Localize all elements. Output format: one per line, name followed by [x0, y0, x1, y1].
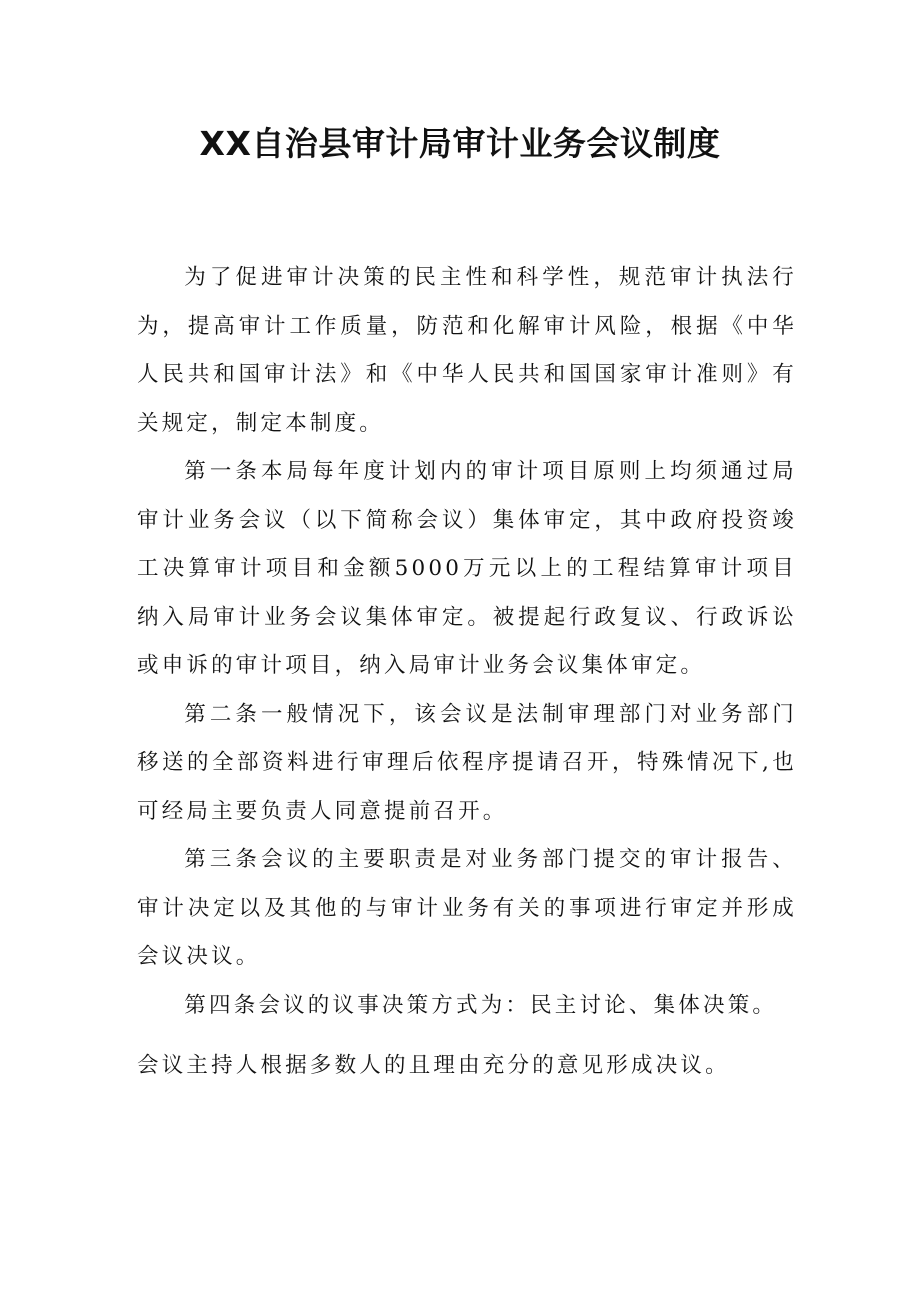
article-3-paragraph: 第三条会议的主要职责是对业务部门提交的审计报告、审计决定以及其他的与审计业务有关的事项进行审定并形成会议决议。 — [137, 847, 797, 969]
article-4-paragraph: 第四条会议的议事决策方式为：民主讨论、集体决策。 — [184, 992, 778, 1018]
document-body — [137, 254, 797, 1091]
document-title: XX自治县审计局审计业务会议制度 — [199, 124, 721, 163]
article-1-paragraph: 第一条本局每年度计划内的审计项目原则上均须通过局审计业务会议（以下简称会议）集体审定，其中政府投资竣工决算审计项目和金额5000万元以上的工程结算审计项目纳入局审计业务会议集体审定。被提起行政复议、行政诉讼或申诉的审计项目，纳入局审计业务会议集体审定。 — [137, 459, 797, 678]
article-2-paragraph: 第二条一般情况下，该会议是法制审理部门对业务部门移送的全部资料进行审理后依程序提请召开，特殊情况下,也可经局主要负责人同意提前召开。 — [137, 701, 797, 824]
preamble-paragraph: 为了促进审计决策的民主性和科学性，规范审计执法行为，提高审计工作质量，防范和化解审计风险，根据《中华人民共和国审计法》和《中华人民共和国国家审计准则》有关规定，制定本制度。 — [137, 265, 797, 436]
article-4-continuation: 会议主持人根据多数人的且理由充分的意见形成决议。 — [137, 1053, 730, 1078]
